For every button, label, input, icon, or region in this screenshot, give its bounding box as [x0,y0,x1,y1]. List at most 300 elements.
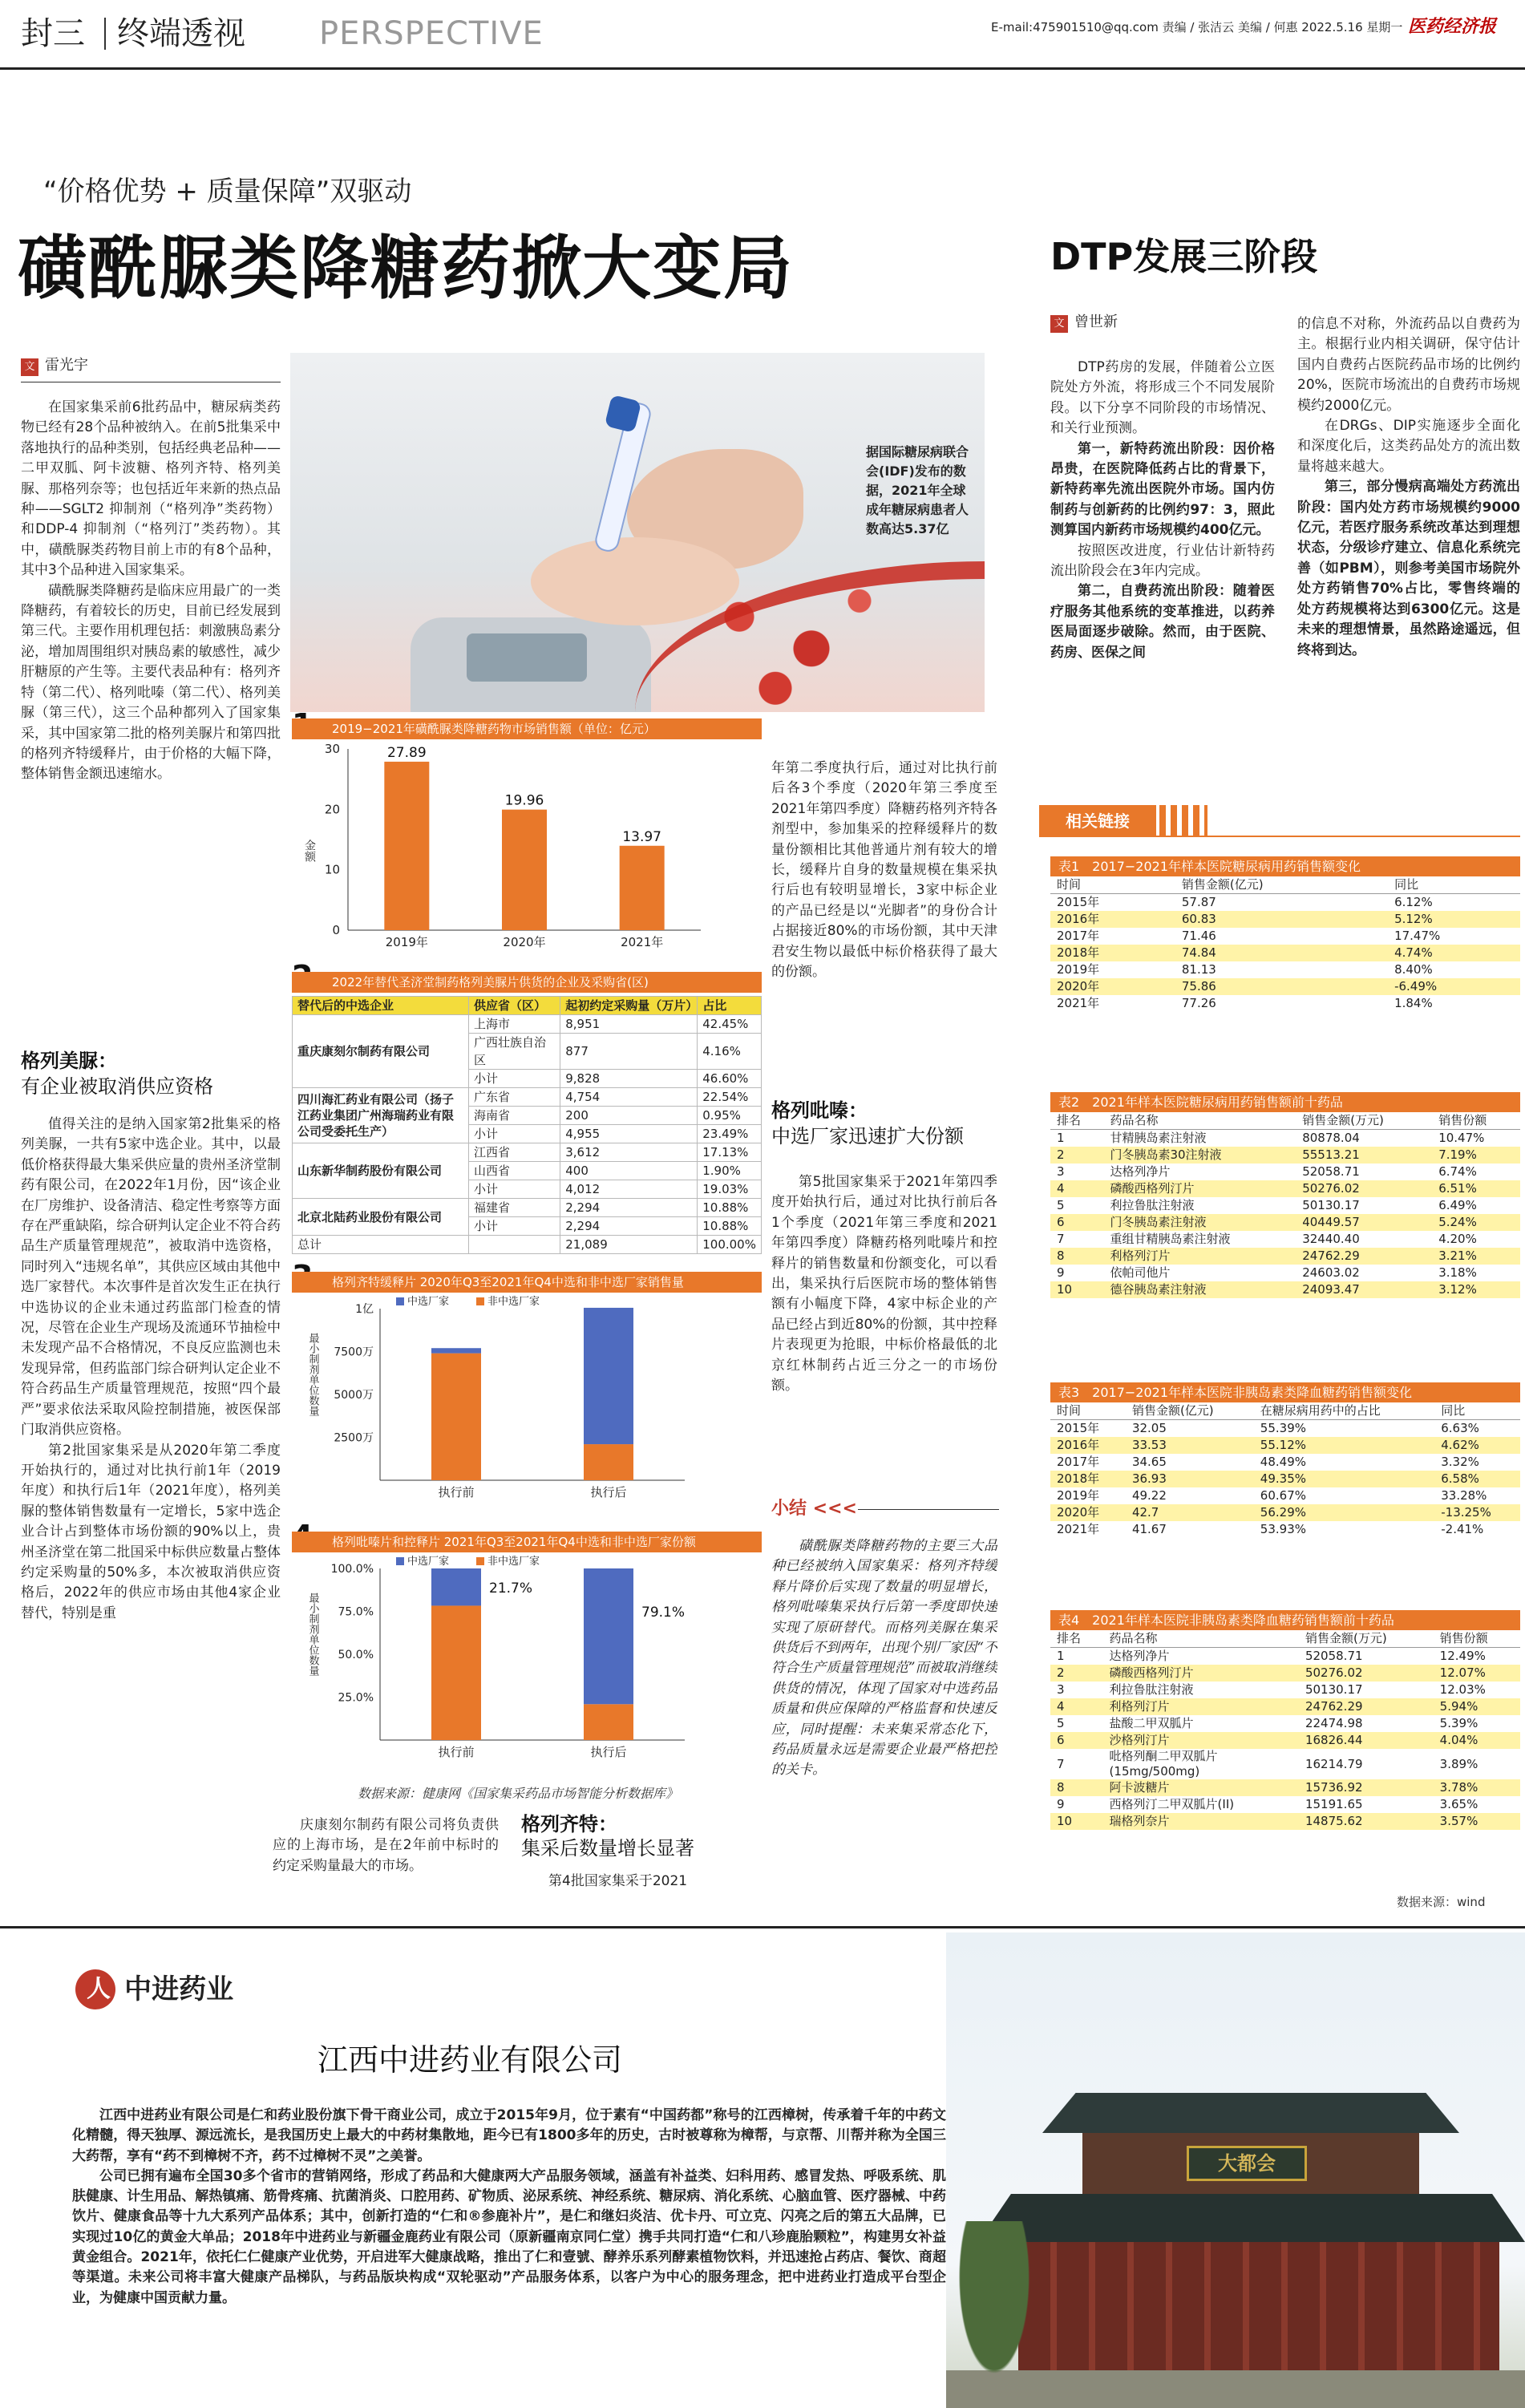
rtable2-cell: 5 [1050,1197,1103,1214]
rtable2-cell: 3.21% [1432,1248,1520,1265]
table-row [1050,1454,1520,1471]
dtp-a-p3: 按照医改进度，行业估计新特药流出阶段会在3年内完成。 [1050,542,1275,580]
rtable1-cell: 2015年 [1050,894,1175,912]
rtable1-cell: 77.26 [1175,995,1388,1012]
table2-cell: 46.60% [698,1070,762,1088]
col2-bottom [273,1815,499,1912]
rtable3-cell: 55.39% [1254,1420,1434,1438]
rtable2-cell: 50130.17 [1296,1197,1432,1214]
article-headline: 磺酰脲类降糖药掀大变局 [18,229,794,309]
table2-company: 重庆康刻尔制药有限公司 [293,1015,469,1088]
rtable4-cell: 2 [1050,1665,1103,1682]
header-meta: E-mail:475901510@qq.com 责编 / 张洁云 美编 / 何惠 2022.5.16 星期一 [991,20,1403,34]
rtable4-cell: 16214.79 [1299,1749,1434,1779]
temple-tree [946,2221,1042,2408]
page-header [0,0,1525,71]
article-col3b [771,1172,997,1493]
table2-total-cell: 21,089 [560,1236,698,1254]
table2-header-3: 占比 [698,997,762,1015]
rtable2-cell: 7 [1050,1231,1103,1248]
rtable2-cell: 3.12% [1432,1281,1520,1298]
rtable2 [1050,1092,1520,1298]
rtable3-cell: 48.49% [1254,1454,1434,1471]
rtable1-cell: 2021年 [1050,995,1175,1012]
rtable2-cell: 40449.57 [1296,1214,1432,1231]
rtable3-header-0: 时间 [1050,1402,1126,1420]
table2-cell: 4.16% [698,1034,762,1070]
rtable1-header-row [1050,876,1520,894]
rtable3-cell: 56.29% [1254,1504,1434,1521]
col1-p2: 磺酰脲类降糖药是临床应用最广的一类降糖药，有着较长的历史，目前已经发展到第三代。主要作用机理包括：刺激胰岛素分泌，增加周围组织对胰岛素的敏感性，减少肝糖原的产生等。主要代表品种有：格列齐特（第二代）、格列吡嗪（第二代）、格列美脲（第三代），这三个品种都列入了国家集采，其中国家第二批的格列美脲片和第四批的格列齐特缓释片，由于价格的大幅下降，整体销售金额迅速缩水。 [21,582,281,783]
table2-cell: 17.13% [698,1143,762,1162]
rtable1-cell: 2019年 [1050,961,1175,978]
chart1-ytick-3: 30 [324,742,340,756]
rtable4-cell: 50276.02 [1299,1665,1434,1682]
table-row [1050,1779,1520,1796]
table2-cell: 广西壮族自治区 [469,1034,560,1070]
rtable3-cell: 6.63% [1434,1420,1520,1438]
table2-cell: 1.90% [698,1162,762,1180]
chart3-legend-label-0: 中选厂家 [407,1296,450,1308]
chart3-ytick-3: 1亿 [355,1303,374,1316]
rtable2-cell: 6.49% [1432,1197,1520,1214]
chart3-legend-swatch-1 [476,1297,484,1305]
rtable2-cell: 甘精胰岛素注射液 [1103,1130,1296,1147]
table2-cell: 江西省 [469,1143,560,1162]
rtable1-cell: 2020年 [1050,978,1175,995]
rtable1-header-1: 销售金额(亿元) [1175,876,1388,894]
rtable4-header-1: 药品名称 [1103,1630,1299,1648]
rtable2-cell: 门冬胰岛素注射液 [1103,1214,1296,1231]
table-row [293,1088,762,1107]
table-row [1050,1648,1520,1665]
sec1-title: 格列美脲： [21,1050,117,1072]
table-row [1050,978,1520,995]
table2-cell: 8,951 [560,1015,698,1034]
rtable2-cell: 8 [1050,1248,1103,1265]
table2-company: 四川海汇药业有限公司（扬子江药业集团广州海瑞药业有限公司受委托生产） [293,1088,469,1143]
related-link-arrows [1159,805,1207,837]
rtable3-cell: 33.53 [1126,1437,1254,1454]
rtable4-cell: 瑞格列奈片 [1103,1813,1299,1830]
rtable4-cell: 12.07% [1434,1665,1520,1682]
table2-header-0: 替代后的中选企业 [293,997,469,1015]
chart4-svg [292,1552,762,1783]
rtable2-cell: 10.47% [1432,1130,1520,1147]
table2-cell: 0.95% [698,1107,762,1125]
byline-mark: 文 [21,358,38,376]
ad-body [72,2106,946,2309]
rtable1-cell: -6.49% [1388,978,1520,995]
table-row [1050,1732,1520,1749]
summary-title: 小结 <<< [771,1499,857,1519]
rtable3-header-row [1050,1402,1520,1420]
chart1-category-1: 2020年 [503,935,546,949]
rtable4-cell: 5 [1050,1715,1103,1732]
newspaper-logo: 医药经济报 [1408,16,1497,37]
rtable4-cell: 3.78% [1434,1779,1520,1796]
chart1-value-label-0: 27.89 [386,744,427,761]
chart3-ytick-2: 7500万 [334,1346,374,1359]
temple-sign: 大都会 [1187,2146,1307,2181]
rtable1-cell: 8.40% [1388,961,1520,978]
col3-bottom-text: 第4批国家集采于2021 [548,1873,688,1889]
rtable3-cell: 41.67 [1126,1521,1254,1538]
table-row [1050,1130,1520,1147]
rtable2-cell: 6.74% [1432,1164,1520,1180]
rtable2-cell: 德谷胰岛素注射液 [1103,1281,1296,1298]
table-row [1050,1698,1520,1715]
table2-cell: 福建省 [469,1199,560,1217]
rtable4-cell: 14875.62 [1299,1813,1434,1830]
chart4-category-0: 执行前 [438,1745,475,1759]
rtable3-header-2: 在糖尿病用药中的占比 [1254,1402,1434,1420]
rtable4-header-3: 销售份额 [1434,1630,1520,1648]
rtable4-header-2: 销售金额(万元) [1299,1630,1434,1648]
rtable2-title: 表2 2021年样本医院糖尿病用药销售额前十药品 [1050,1092,1520,1112]
table2-cell: 海南省 [469,1107,560,1125]
chart1-ytick-1: 10 [324,862,340,877]
related-link-rule [1039,836,1520,837]
summary-p: 磺酰脲类降糖药物的主要三大品种已经被纳入国家集采：格列齐特缓释片降价后实现了数量的明显增长，格列吡嗪集采执行后第一季度即快速实现了原研替代。而格列美脲在集采供货后不到两年，出现个别厂家因“不符合生产质量管理规范”而被取消继续供货的情况，体现了国家对中选药品质量和供应保障的严格监督和快速反应，同时提醒：未来集采常态化下，药品质量永远是需要企业最严格把控的关卡。 [771,1538,997,1779]
rtable4-cell: 3.89% [1434,1749,1520,1779]
rtable4-cell: 16826.44 [1299,1732,1434,1749]
chart3-ytick-1: 5000万 [334,1389,374,1402]
byline [21,356,88,376]
table-row [1050,911,1520,928]
rtable1-cell: 1.84% [1388,995,1520,1012]
chart1-ytick-0: 0 [332,923,340,937]
table2-cell: 200 [560,1107,698,1125]
rtable2-cell: 6 [1050,1214,1103,1231]
rtable4-cell: 15191.65 [1299,1796,1434,1813]
table-row [1050,1749,1520,1779]
table2-cell: 877 [560,1034,698,1070]
table2-cell: 10.88% [698,1199,762,1217]
ad-logo-icon: 人 [75,1969,115,2009]
sec3-subtitle: 中选厂家迅速扩大份额 [771,1125,964,1147]
rtable4-cell: 6 [1050,1732,1103,1749]
rtable4-header-row [1050,1630,1520,1648]
rtable3-cell: 2018年 [1050,1471,1126,1487]
article-col1 [21,398,281,1031]
table2-cell: 10.88% [698,1217,762,1236]
dtp-b-p1: 的信息不对称，外流药品以自费药为主。根据行业内相关调研，保守估计国内自费药占医院药品市场的比例约20%，医院市场流出的自费药市场规模约2000亿元。 [1297,316,1520,414]
summary-text [771,1536,997,1857]
rtable4-source: 数据来源：wind [1397,1895,1486,1909]
rtable4-title: 表4 2021年样本医院非胰岛素类降血糖药销售额前十药品 [1050,1610,1520,1630]
rtable2-cell: 3.18% [1432,1265,1520,1281]
table-row [293,1015,762,1034]
table-row [293,1199,762,1217]
rtable1-header-2: 同比 [1388,876,1520,894]
chart3-bar-selected-1 [584,1308,633,1444]
table2-cell: 2,294 [560,1199,698,1217]
chart1-bar-0 [384,762,429,930]
dtp-col-b [1297,314,1520,751]
chart3-bar-nonselected-1 [584,1444,633,1480]
rtable3-cell: 3.32% [1434,1454,1520,1471]
chart4-bar-nonselected-1 [584,1704,633,1740]
rtable3-header-3: 同比 [1434,1402,1520,1420]
sec2-subtitle: 集采后数量增长显著 [521,1837,694,1860]
rtable3-cell: 2017年 [1050,1454,1126,1471]
rtable3-cell: 32.05 [1126,1420,1254,1438]
chart1-bar-1 [502,810,547,930]
chart4-category-1: 执行后 [590,1745,627,1759]
rtable1-cell: 6.12% [1388,894,1520,912]
rtable2-cell: 3 [1050,1164,1103,1180]
rtable3-title: 表3 2017−2021年样本医院非胰岛素类降血糖药销售额变化 [1050,1382,1520,1402]
rtable2-cell: 重组甘精胰岛素注射液 [1103,1231,1296,1248]
table2-cell: 2,294 [560,1217,698,1236]
rtable1-cell: 74.84 [1175,945,1388,961]
rtable4-cell: 10 [1050,1813,1103,1830]
rtable2-cell: 32440.40 [1296,1231,1432,1248]
rtable1-cell: 5.12% [1388,911,1520,928]
rtable3-cell: 53.93% [1254,1521,1434,1538]
rtable4-cell: 8 [1050,1779,1103,1796]
col1b-p1: 值得关注的是纳入国家第2批集采的格列美脲，一共有5家中选企业。其中，以最低价格获得最大集采供应量的贵州圣济堂制药有限公司，在2022年1月份，因“该企业在厂房维护、设备清洁、稳定性考察等方面存在严重缺陷，综合研判认定企业不符合药品生产质量管理规范”，被取消中选资格，同时列入“违规名单”，其供应区域由其他中选厂家替代。本次事件是首次发生正在执行中选协议的企业未通过药监部门检查的情况，尽管在企业生产现场及流通环节抽检中未发现产品不合格情况，不良反应监测也未发现异常，但药监部门综合研判认定企业不符合药品生产质量管理规范，按照“四个最严”要求依法采取风险控制措施，被医保部门取消供应资格。 [21,1116,281,1439]
ad-divider [0,1926,1525,1928]
chart4-data-label-0: 21.7% [489,1580,533,1597]
chart3-category-0: 执行前 [438,1485,475,1499]
table-row [1050,1231,1520,1248]
col3-p1: 年第二季度执行后，通过对比执行前后各3个季度（2020年第三季度至2021年第四季度）降糖药格列齐特各剂型中，参加集采的控释缓释片的数量份额相比其他普通片剂有较大的增长，缓释片自身的数量规模在集采执行后也有较明显增长，3家中标企业的产品已经是以“光脚者”的身份合计占据接近80%的市场份额，其中天津君安生物以最低中标价格获得了最大的份额。 [771,760,997,981]
rtable4-cell: 盐酸二甲双胍片 [1103,1715,1299,1732]
table-row [1050,1147,1520,1164]
table2-title: 2022年替代圣济堂制药格列美脲片供货的企业及采购省(区) [292,972,762,993]
dtp-byline-mark: 文 [1050,315,1068,333]
ad-p1: 江西中进药业有限公司是仁和药业股份旗下骨干商业公司，成立于2015年9月，位于素有“中国药都”称号的江西樟树，传承着千年的中药文化精髓，得天独厚、源远流长，是我国历史上最大的中药材集散地，距今已有1800多年的历史，古时被尊称为樟帮，与京帮、川帮并称为全国三大药帮，享有“药不到樟树不齐，药不过樟树不灵”之美誉。 [72,2107,946,2164]
dtp-col-a [1050,358,1275,751]
rtable2-cell: 6.51% [1432,1180,1520,1197]
table2-cell: 小计 [469,1125,560,1143]
rtable4-cell: 1 [1050,1648,1103,1665]
rtable4-cell: 沙格列汀片 [1103,1732,1299,1749]
chart4-legend-swatch-1 [476,1557,484,1565]
table-row [1050,1281,1520,1298]
chart4-bar-selected-0 [431,1568,481,1605]
table2-cell: 山西省 [469,1162,560,1180]
rtable2-cell: 80878.04 [1296,1130,1432,1147]
rtable1-cell: 2016年 [1050,911,1175,928]
table-row [293,1143,762,1162]
related-link-tab: 相关链接 [1039,805,1156,837]
rtable4-cell: 22474.98 [1299,1715,1434,1732]
rtable2-cell: 1 [1050,1130,1103,1147]
rtable4-cell: 利格列汀片 [1103,1698,1299,1715]
rtable3-cell: 60.67% [1254,1487,1434,1504]
chart1-ytick-2: 20 [324,802,340,817]
rtable1-cell: 2018年 [1050,945,1175,961]
ad-title: 江西中进药业有限公司 [318,2042,623,2078]
rtable2-header-2: 销售金额(万元) [1296,1112,1432,1130]
rtable3-cell: 49.22 [1126,1487,1254,1504]
table2-cell: 4,955 [560,1125,698,1143]
rtable2-cell: 55513.21 [1296,1147,1432,1164]
table-row [1050,1487,1520,1504]
rtable2-cell: 9 [1050,1265,1103,1281]
chart4-ytick-0: 25.0% [338,1691,374,1705]
chart4-bar-selected-1 [584,1568,633,1704]
table-row [1050,1521,1520,1538]
rtable3-cell: 2019年 [1050,1487,1126,1504]
rtable1-cell: 17.47% [1388,928,1520,945]
chart3-bar-nonselected-0 [431,1354,481,1480]
rtable2-header-row [1050,1112,1520,1130]
rtable3-cell: 2020年 [1050,1504,1126,1521]
table-row [1050,1437,1520,1454]
rtable2-cell: 24762.29 [1296,1248,1432,1265]
header-rule [0,67,1525,70]
temple-lower-wall [1018,2242,1499,2370]
author-name: 雷光宇 [45,357,88,374]
chart4-bar-nonselected-0 [431,1605,481,1740]
table-row [1050,1682,1520,1698]
table2-company: 山东新华制药股份有限公司 [293,1143,469,1199]
table-row [1050,1715,1520,1732]
col3b-p1: 第5批国家集采于2021年第四季度开始执行后，通过对比执行前后各1个季度（2021年第三季度和2021年第四季度）降糖药格列吡嗪片和控释片的销售数量和份额变化，可以看出，集采执行后医院市场的整体销售额有小幅度下降，4家中标企业的产品已经占到近80%的份额，其中控释片表现更为抢眼，中标价格最低的北京红林制药占近三分之一的市场份额。 [771,1174,997,1394]
dtp-a-p2: 第一，新特药流出阶段：因价格昂贵，在医院降低药占比的背景下，新特药率先流出医院外市场。国内仿制药与创新药的比例约97：3，照此测算国内新药市场规模约400亿元。 [1050,440,1275,539]
chart3-bar-selected-0 [431,1348,481,1353]
table-row [1050,1197,1520,1214]
chart3-ytick-0: 2500万 [334,1431,374,1445]
col1-p1: 在国家集采前6批药品中，糖尿病类药物已经有28个品种被纳入。在前5批集采中落地执行的品种类别，包括经典老品种——二甲双胍、阿卡波糖、格列齐特、格列美脲、那格列奈等；也包括近年来新的热点品种——SGLT2 抑制剂（“格列净”类药物）和DDP-4 抑制剂（“格列汀”类药物）。其中，磺酰脲类药物目前上市的有8个品种，其中3个品种进入国家集采。 [21,399,281,579]
table-row [1050,1248,1520,1265]
summary-rule [858,1509,999,1510]
english-label: PERSPECTIVE [319,15,544,52]
rtable2-cell: 24093.47 [1296,1281,1432,1298]
table2 [292,996,762,1254]
rtable2-cell: 24603.02 [1296,1265,1432,1281]
chart3-svg [292,1293,762,1516]
chart1-ylabel: 金额 [303,840,316,862]
chart3-title: 格列齐特缓释片 2020年Q3至2021年Q4中选和非中选厂家销售量 [292,1272,762,1293]
rtable4-cell: 达格列净片 [1103,1648,1299,1665]
ad-logo [75,1969,233,2009]
rtable3-cell: 2015年 [1050,1420,1126,1438]
rtable3-cell: 2016年 [1050,1437,1126,1454]
chart4-legend-swatch-0 [396,1557,404,1565]
rtable2-cell: 5.24% [1432,1214,1520,1231]
rtable2-cell: 利格列汀片 [1103,1248,1296,1265]
table2-total-row [293,1236,762,1254]
rtable4-cell: 12.03% [1434,1682,1520,1698]
rtable1-cell: 75.86 [1175,978,1388,995]
chart1-bar-2 [620,846,665,930]
rtable3-header-1: 销售金额(亿元) [1126,1402,1254,1420]
table-row [1050,1180,1520,1197]
rtable2-cell: 50276.02 [1296,1180,1432,1197]
section-label: 封三 [21,15,85,52]
rtable3-cell: 49.35% [1254,1471,1434,1487]
chart3-legend-swatch-0 [396,1297,404,1305]
sec3-title: 格列吡嗪： [771,1099,868,1122]
col2-bottom-text: 庆康刻尔制药有限公司将负责供应的上海市场，是在2年前中标时的约定采购量最大的市场。 [273,1817,499,1874]
rtable3-cell: 4.62% [1434,1437,1520,1454]
rtable2-cell: 磷酸西格列汀片 [1103,1180,1296,1197]
rtable4-cell: 5.94% [1434,1698,1520,1715]
rtable4-cell: 12.49% [1434,1648,1520,1665]
rtable1-cell: 2017年 [1050,928,1175,945]
rtable2-cell: 门冬胰岛素30注射液 [1103,1147,1296,1164]
rtable4-cell: 3 [1050,1682,1103,1698]
table2-header-2: 起初约定采购量（万片） [560,997,698,1015]
ad-brand: 中进药业 [124,1973,234,2005]
table-row [1050,1504,1520,1521]
chart4-data-label-1: 79.1% [641,1605,686,1621]
rtable2-cell: 52058.71 [1296,1164,1432,1180]
chart1-category-0: 2019年 [385,935,428,949]
rtable2-header-1: 药品名称 [1103,1112,1296,1130]
article-photo [290,353,985,712]
rtable3 [1050,1382,1520,1538]
rtable4-cell: 9 [1050,1796,1103,1813]
article-kicker: “价格优势 + 质量保障”双驱动 [43,176,412,208]
table2-cell: 22.54% [698,1088,762,1107]
chart4-ytick-3: 100.0% [330,1563,374,1576]
rtable3-cell: 2021年 [1050,1521,1126,1538]
photo-caption: 据国际糖尿病联合会(IDF)发布的数据，2021年全球成年糖尿病患者人数高达5.37亿 [866,444,969,536]
chart4-ytick-1: 50.0% [338,1649,374,1661]
article-col3 [771,759,997,1076]
ad-temple-image [946,1932,1525,2408]
rtable2-header-0: 排名 [1050,1112,1103,1130]
rtable2-cell: 2 [1050,1147,1103,1164]
table2-cell: 小计 [469,1217,560,1236]
rtable4-cell: 7 [1050,1749,1103,1779]
chart4-legend-label-1: 非中选厂家 [487,1556,540,1568]
rtable2-cell: 10 [1050,1281,1103,1298]
rtable4-cell: 15736.92 [1299,1779,1434,1796]
dtp-title: DTP发展三阶段 [1050,235,1318,278]
rtable2-header-3: 销售份额 [1432,1112,1520,1130]
rtable3-cell: 33.28% [1434,1487,1520,1504]
chart1-svg [292,739,762,962]
rtable2-cell: 7.19% [1432,1147,1520,1164]
table-row [1050,961,1520,978]
table2-cell: 上海市 [469,1015,560,1034]
dtp-b-p3: 第三，部分慢病高端处方药流出阶段：国内处方药市场规模约9000亿元，若医疗服务系统改革达到理想状态，分级诊疗建立、信息化系统完善（如PBM），则参考美国市场院外处方药销售70%占比，零售终端的处方药规模将达到6300亿元。这是未来的理想情景，虽然路途遥远，但终将到达。 [1297,479,1520,658]
table2-header-1: 供应省（区） [469,997,560,1015]
rtable2-cell: 达格列净片 [1103,1164,1296,1180]
rtable3-cell: -13.25% [1434,1504,1520,1521]
table-row [1050,1796,1520,1813]
rtable1-cell: 57.87 [1175,894,1388,912]
dtp-b-p2: 在DRGs、DIP实施逐步全面化和深度化后，这类药品处方的流出数量将越来越大。 [1297,418,1520,475]
rtable2-cell: 4.20% [1432,1231,1520,1248]
column-label: 终端透视 [117,15,245,52]
table-row [1050,1420,1520,1438]
rtable4-cell: 52058.71 [1299,1648,1434,1665]
table2-total-cell: 总计 [293,1236,469,1254]
chart3-ylabel: 最小制剂单位数量 [306,1333,319,1416]
rtable3-cell: -2.41% [1434,1521,1520,1538]
rtable3-cell: 6.58% [1434,1471,1520,1487]
table2-cell: 23.49% [698,1125,762,1143]
table2-cell: 3,612 [560,1143,698,1162]
rtable4-cell: 利拉鲁肽注射液 [1103,1682,1299,1698]
table2-total-cell [469,1236,560,1254]
rtable3-cell: 42.7 [1126,1504,1254,1521]
chart1-title: 2019−2021年磺酰脲类降糖药物市场销售额（单位：亿元） [292,718,762,739]
rtable1-cell: 81.13 [1175,961,1388,978]
rtable4-cell: 磷酸西格列汀片 [1103,1665,1299,1682]
table-row [1050,1265,1520,1281]
table-row [1050,894,1520,912]
table2-cell: 400 [560,1162,698,1180]
